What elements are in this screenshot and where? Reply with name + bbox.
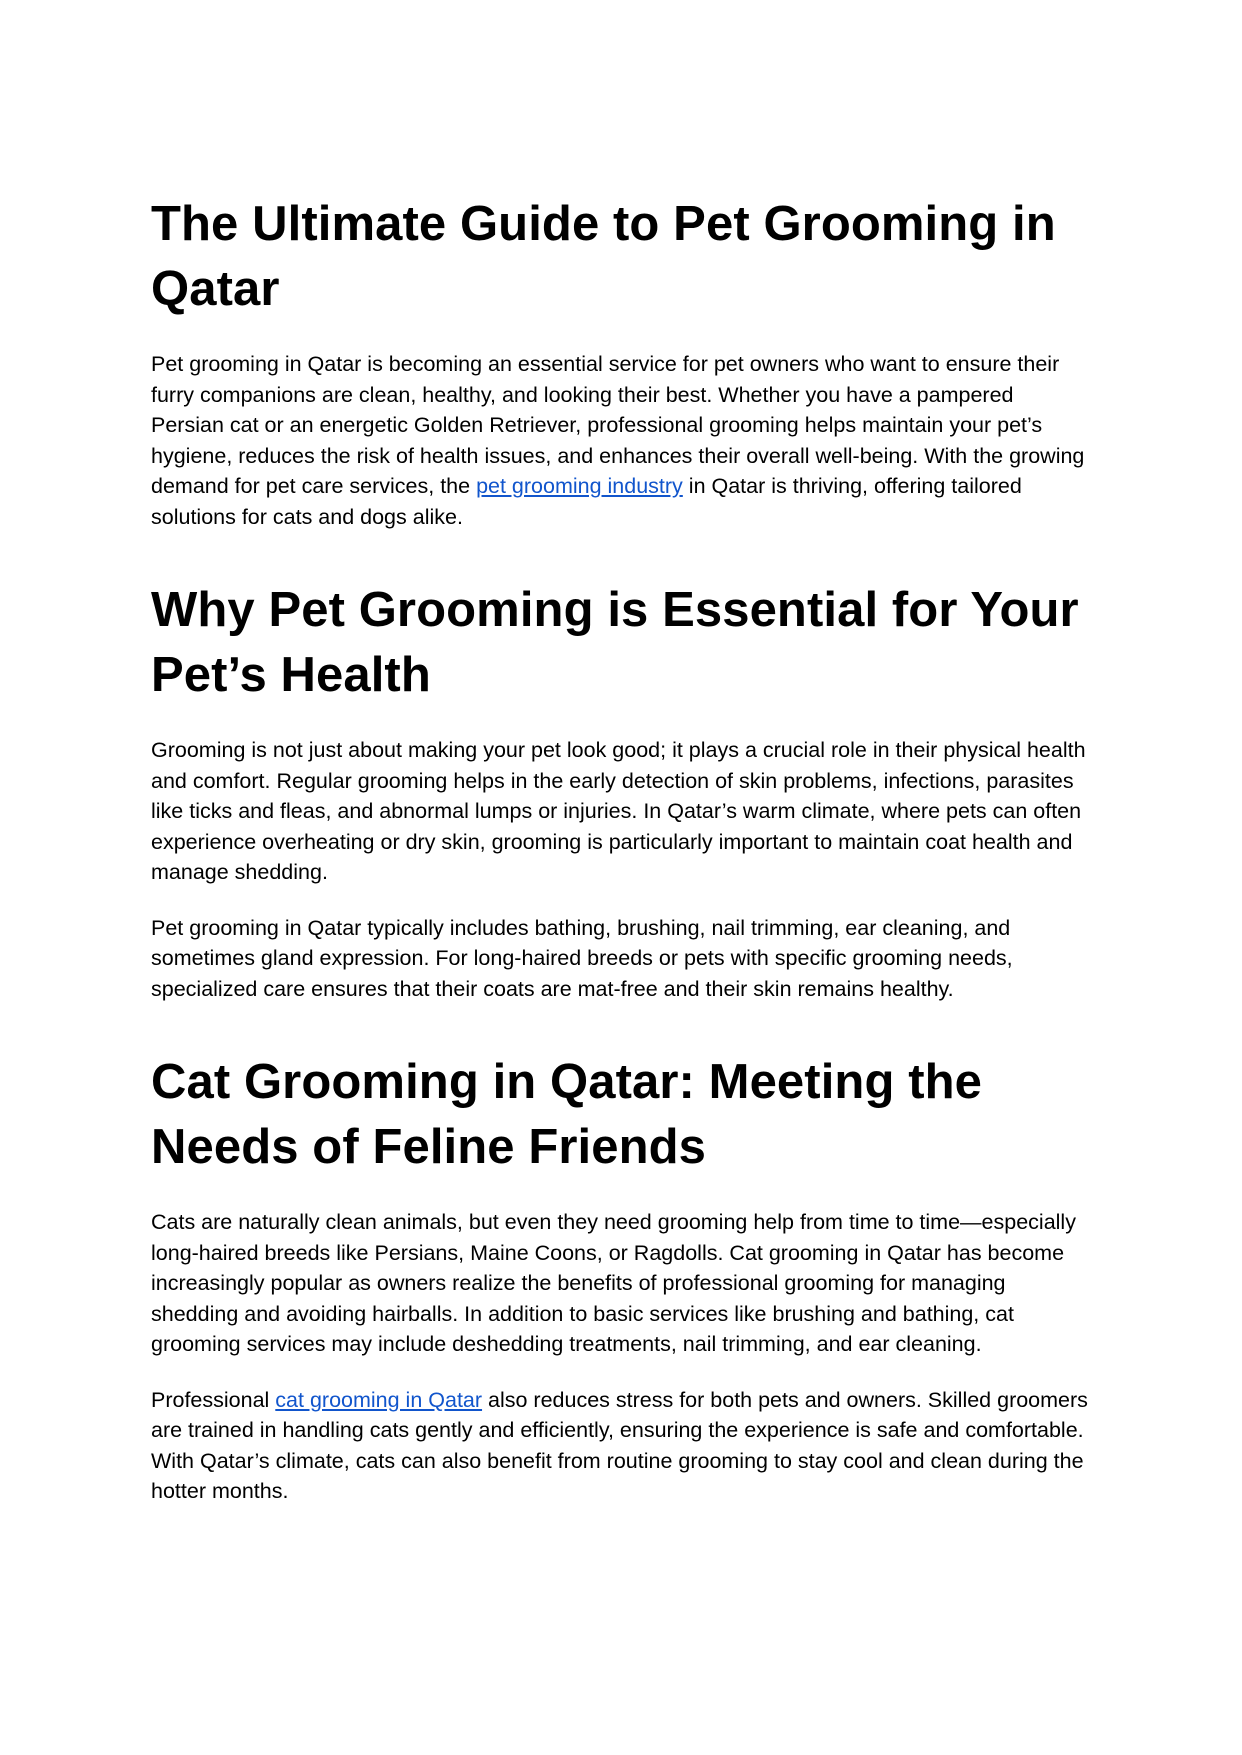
heading-why-grooming-essential: Why Pet Grooming is Essential for Your Pet’s Health — [151, 583, 1079, 702]
paragraph-intro-text-after: in Qatar is thriving, offering tailored solutions for cats and dogs alike. — [151, 474, 1022, 529]
paragraph-professional-cat-grooming — [151, 1385, 1091, 1507]
paragraph-cat-grooming: Cats are naturally clean animals, but even they need grooming help from time to time—especially long-haired breeds like Persians, Maine Coons, or Ragdolls. Cat grooming in Qatar has become increasingly popular as owners realize the benefits of professional grooming for managing shedding and avoiding hairballs. In addition to basic services like brushing and bathing, cat grooming services may include deshedding treatments, nail trimming, and ear cleaning. — [151, 1210, 1076, 1356]
paragraph-grooming-services: Pet grooming in Qatar typically includes bathing, brushing, nail trimming, ear cleaning, and sometimes gland expression. For long-haired breeds or pets with specific grooming needs, specialized care ensures that their coats are mat-free and their skin remains healthy. — [151, 915, 1013, 1001]
link-pet-grooming-industry[interactable]: pet grooming industry — [476, 474, 683, 498]
heading-cat-grooming: Cat Grooming in Qatar: Meeting the Needs of Feline Friends — [151, 1055, 982, 1174]
paragraph-grooming-health: Grooming is not just about making your pet look good; it plays a crucial role in their physical health and comfort. Regular grooming helps in the early detection of skin problems, infections, parasites like ticks and fleas, and abnormal lumps or injuries. In Qatar’s warm climate, where pets can often experience overheating or dry skin, grooming is particularly important to maintain coat health and manage shedding. — [151, 738, 1086, 884]
heading-ultimate-guide: The Ultimate Guide to Pet Grooming in Qatar — [151, 197, 1056, 316]
paragraph-intro-text-before: Pet grooming in Qatar is becoming an essential service for pet owners who want to ensure their furry companions are clean, healthy, and looking their best. Whether you have a pampered Persian cat or an energetic Golden Retriever, professional grooming helps maintain your pet’s hygiene, reduces the risk of health issues, and enhances their overall well-being. With the growing demand for pet care services, the — [151, 352, 1085, 498]
paragraph-professional-text-before: Professional — [151, 1387, 276, 1412]
paragraph-intro — [151, 349, 1091, 532]
document-body — [151, 192, 1091, 1507]
link-cat-grooming-in-qatar[interactable]: cat grooming in Qatar — [275, 1387, 483, 1412]
paragraph-professional-text-after: also reduces stress for both pets and owners. Skilled groomers are trained in handling cats gently and efficiently, ensuring the experience is safe and comfortable. With Qatar’s climate, cats can also benefit from routine grooming to stay cool and clean during the hotter months. — [151, 1387, 1088, 1503]
